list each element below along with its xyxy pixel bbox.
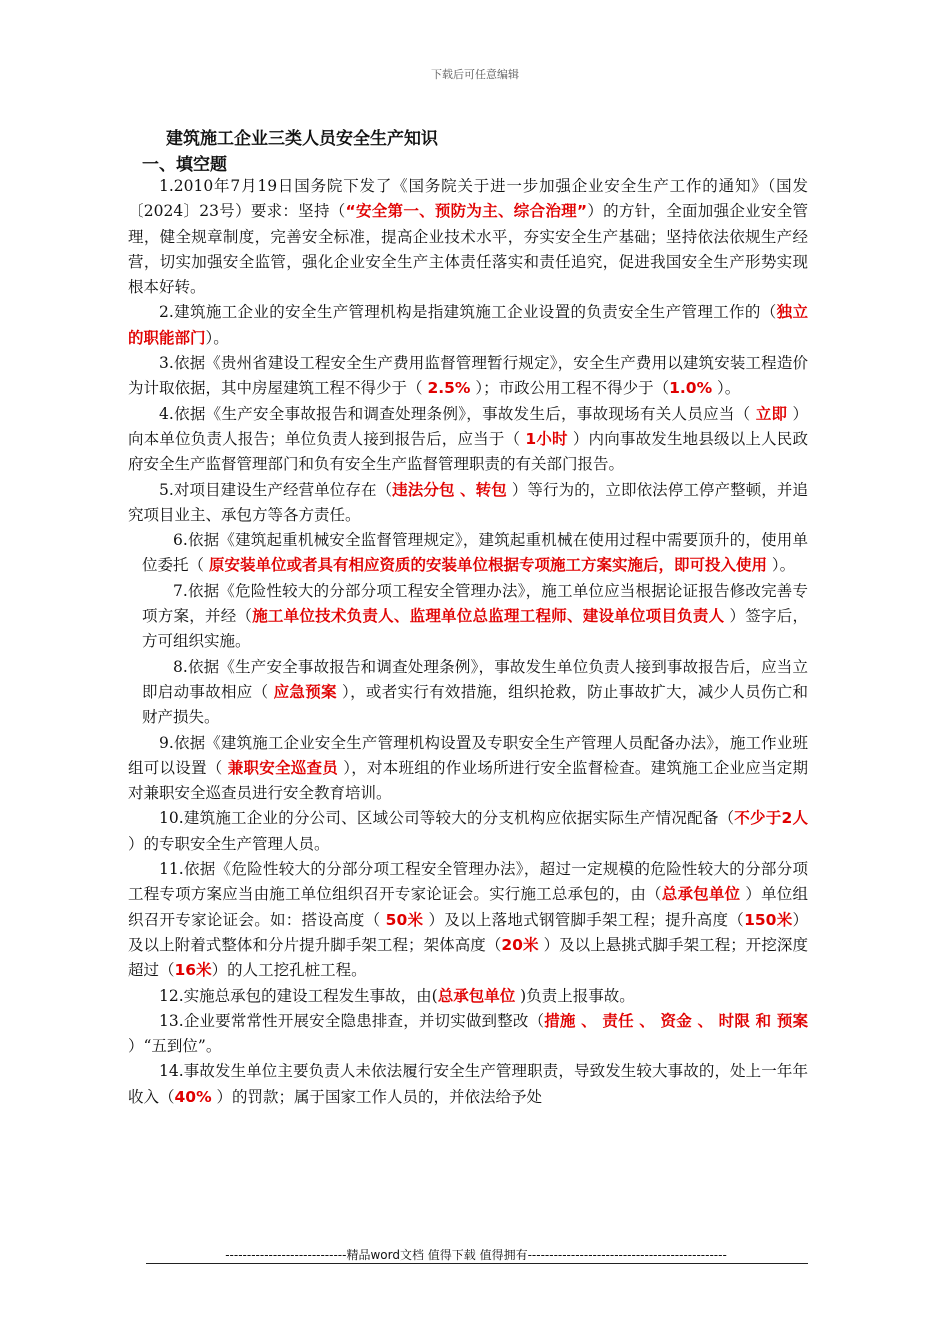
answer-text: 立即 — [755, 404, 788, 423]
question-text: ）的方针，全面加强企业安全管理，健全规章制度，完善安全标准，提高企业技术水平，夯实安全生产基础；坚持依法依规生产经营，切实加强安全监管，强化企业安全生产主体责任落实和责任追究，促进我国安全生产形势实现根本好转。 — [128, 202, 808, 297]
question-text: 3.依据《贵州省建设工程安全生产费用监督管理暂行规定》，安全生产费用以建筑安装工程造价为计取依据，其中房屋建筑工程不得少于（ — [128, 354, 808, 398]
question-text: 9.依据《建筑施工企业安全生产管理机构设置及专职安全生产管理人员配备办法》，施工作业班组可以设置（ — [128, 733, 808, 777]
answer-text: 不少于2人 — [734, 809, 808, 828]
answer-text: 2.5% — [427, 379, 471, 398]
answer-text: 总承包单位 — [437, 986, 516, 1005]
question-text: ）及以上悬挑式脚手架工程；开挖深度超过（ — [128, 935, 808, 980]
question-text: 5.对项目建设生产经营单位存在（ — [159, 480, 393, 499]
question-text: 12.实施总承包的建设工程发生事故，由( — [159, 986, 438, 1005]
question-text: ）。 — [712, 379, 741, 398]
question-text: 8.依据《生产安全事故报告和调查处理条例》，事故发生单位负责人接到事故报告后，应当立即启动事故相应（ — [142, 657, 808, 701]
answer-text: 施工单位技术负责人、监理单位总监理工程师、建设单位项目负责人 — [252, 607, 725, 626]
question-text: 14.事故发生单位主要负责人未依法履行安全生产管理职责，导致发生较大事故的，处上一年年收入（ — [128, 1062, 808, 1106]
question-text: 1.2010年7月19日国务院下发了《国务院关于进一步加强企业安全生产工作的通知》（国发〔2024〕23号）要求：坚持（ — [128, 177, 808, 221]
question-text: ），对本班组的作业场所进行安全监督检查。建筑施工企业应当定期对兼职安全巡查员进行安全教育培训。 — [128, 758, 808, 803]
answer-text: 原安装单位或者具有相应资质的安装单位根据专项施工方案实施后，即可投入使用 — [208, 556, 767, 575]
answer-text: 20米 — [501, 935, 539, 954]
question-paragraph — [128, 857, 808, 983]
question-text: ）的人工挖孔桩工程。 — [211, 961, 367, 980]
footer-text: ----------------------------精品word文档 值得下载 值得拥有---------------------------------------------- — [225, 1248, 727, 1262]
question-text: 11.依据《危险性较大的分部分项工程安全管理办法》，超过一定规模的危险性较大的分部分项工程专项方案应当由施工单位组织召开专家论证会。实行施工总承包的，由（ — [128, 860, 808, 904]
answer-text: 措施 、 责任 、 资金 、 时限 和 预案 — [544, 1011, 809, 1030]
answer-text: 40% — [174, 1087, 212, 1106]
question-text: ）单位组织召开专家论证会。如：搭设高度（ — [128, 885, 808, 929]
question-text: ）的专职安全生产管理人员。 — [128, 834, 330, 853]
question-paragraph — [128, 528, 808, 579]
question-text: ）向本单位负责人报告；单位负责人接到报告后，应当于（ — [128, 404, 808, 448]
answer-text: 16米 — [174, 961, 212, 980]
question-text: 10.建筑施工企业的分公司、区域公司等较大的分支机构应依据实际生产情况配备（ — [159, 809, 735, 828]
question-paragraph — [128, 174, 808, 300]
question-text: ）的罚款；属于国家工作人员的，并依法给予处 — [211, 1087, 543, 1106]
question-text: ）签字后，方可组织实施。 — [142, 607, 808, 651]
question-text: 7.依据《危险性较大的分部分项工程安全管理办法》，施工单位应当根据论证报告修改完善专项方案，并经（ — [142, 581, 808, 626]
question-paragraph — [128, 806, 808, 857]
answer-text: 1.0% — [669, 379, 713, 398]
question-paragraph — [128, 478, 808, 529]
question-text: ）及以上落地式钢管脚手架工程；提升高度（ — [423, 910, 745, 929]
answer-text: 兼职安全巡查员 — [227, 758, 339, 777]
question-text: ）“五到位”。 — [128, 1037, 222, 1056]
answer-text: 1小时 — [525, 429, 568, 448]
question-text: )负责上报事故。 — [515, 986, 635, 1005]
footer-rule — [146, 1263, 808, 1264]
question-text: 4.依据《生产安全事故报告和调查处理条例》，事故发生后，事故现场有关人员应当（ — [159, 404, 756, 423]
answer-text: 总承包单位 — [661, 885, 741, 904]
answer-text: 独立的职能部门 — [128, 303, 808, 347]
question-text: 6.依据《建筑起重机械安全监督管理规定》，建筑起重机械在使用过程中需要顶升的，使用单位委托（ — [142, 531, 808, 575]
header-note: 下载后可任意编辑 — [431, 68, 519, 81]
question-text: 13.企业要常常性开展安全隐患排查，并切实做到整改（ — [159, 1011, 545, 1030]
answer-text: 50米 — [385, 910, 424, 929]
question-text: ）内向事故发生地县级以上人民政府安全生产监督管理部门和负有安全生产监督管理职责的有关部门报告。 — [128, 429, 808, 474]
answer-text: “安全第一、预防为主、综合治理” — [345, 202, 588, 221]
question-text: 2.建筑施工企业的安全生产管理机构是指建筑施工企业设置的负责安全生产管理工作的（ — [159, 303, 777, 322]
question-paragraph — [128, 300, 808, 351]
document-body — [128, 174, 808, 1110]
question-paragraph — [128, 1009, 808, 1060]
answer-text: 150米 — [744, 910, 793, 929]
question-text: ）。 — [766, 556, 796, 575]
question-text: ）及以上附着式整体和分片提升脚手架工程；架体高度（ — [128, 910, 808, 954]
document-title: 建筑施工企业三类人员安全生产知识 — [166, 129, 438, 149]
question-text: ）。 — [205, 328, 229, 347]
question-paragraph — [128, 655, 808, 731]
question-text: ）等行为的，立即依法停工停产整顿，并追究项目业主、承包方等各方责任。 — [128, 480, 808, 524]
answer-text: 违法分包 、转包 — [392, 480, 507, 499]
question-text: ）；市政公用工程不得少于（ — [470, 379, 670, 398]
question-paragraph — [128, 579, 808, 655]
question-paragraph — [128, 1059, 808, 1110]
question-paragraph — [128, 402, 808, 478]
question-paragraph — [128, 984, 808, 1009]
question-paragraph — [128, 731, 808, 807]
section-heading: 一、填空题 — [142, 155, 227, 175]
question-text: ），或者实行有效措施，组织抢救，防止事故扩大，减少人员伤亡和财产损失。 — [142, 682, 808, 727]
question-paragraph — [128, 351, 808, 402]
answer-text: 应急预案 — [273, 682, 337, 701]
